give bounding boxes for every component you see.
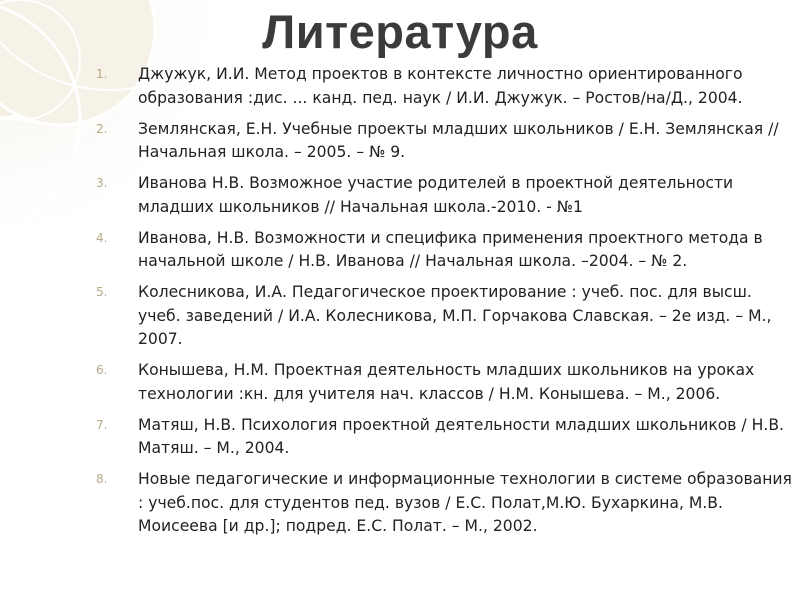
bibliography-item bbox=[96, 63, 796, 110]
bibliography-list bbox=[96, 63, 796, 546]
item-text: Джужук, И.И. Метод проектов в контексте личностно ориентированного образования :дис. ... канд. пед. наук / И.И. Джужук. – Ростов/на/Д., 2004. bbox=[138, 65, 743, 107]
bibliography-item bbox=[96, 118, 796, 165]
item-text: Конышева, Н.М. Проектная деятельность младших школьников на уроках технологии :кн. для учителя нач. классов / Н.М. Конышева. – М., 2006. bbox=[138, 361, 755, 403]
item-number: 5. bbox=[96, 285, 108, 299]
item-text: Колесникова, И.А. Педагогическое проектирование : учеб. пос. для высш. учеб. заведений / И.А. Колесникова, М.П. Горчакова Славская. – 2е изд. – М., 2007. bbox=[138, 283, 772, 348]
item-text: Новые педагогические и информационные технологии в системе образования : учеб.пос. для студентов пед. вузов / Е.С. Полат,М.Ю. Бухаркина, М.В. Моисеева [и др.]; подред. Е.С. Полат. – М., 2002. bbox=[138, 470, 792, 535]
bibliography-item bbox=[96, 414, 796, 461]
item-number: 1. bbox=[96, 67, 108, 81]
item-text: Иванова, Н.В. Возможности и специфика применения проектного метода в начальной школе / Н.В. Иванова // Начальная школа. –2004. – № 2. bbox=[138, 228, 763, 270]
bibliography-item bbox=[96, 281, 796, 352]
slide-title: Литература bbox=[262, 5, 538, 58]
item-number: 3. bbox=[96, 176, 108, 190]
bibliography-item bbox=[96, 227, 796, 274]
item-number: 8. bbox=[96, 472, 108, 486]
item-number: 2. bbox=[96, 121, 108, 136]
bibliography-item bbox=[96, 468, 796, 539]
item-number: 4. bbox=[96, 230, 108, 245]
item-text: Иванова Н.В. Возможное участие родителей в проектной деятельности младших школьников // Начальная школа.-2010. - №1 bbox=[138, 174, 734, 216]
item-number: 7. bbox=[96, 417, 108, 432]
item-number: 6. bbox=[96, 363, 108, 377]
item-text: Матяш, Н.В. Психология проектной деятельности младших школьников / Н.В. Матяш. – М., 2004. bbox=[138, 415, 784, 457]
bibliography-item bbox=[96, 359, 796, 406]
bibliography-item bbox=[96, 172, 796, 219]
item-text: Землянская, Е.Н. Учебные проекты младших школьников / Е.Н. Землянская // Начальная школа. – 2005. – № 9. bbox=[138, 119, 779, 161]
